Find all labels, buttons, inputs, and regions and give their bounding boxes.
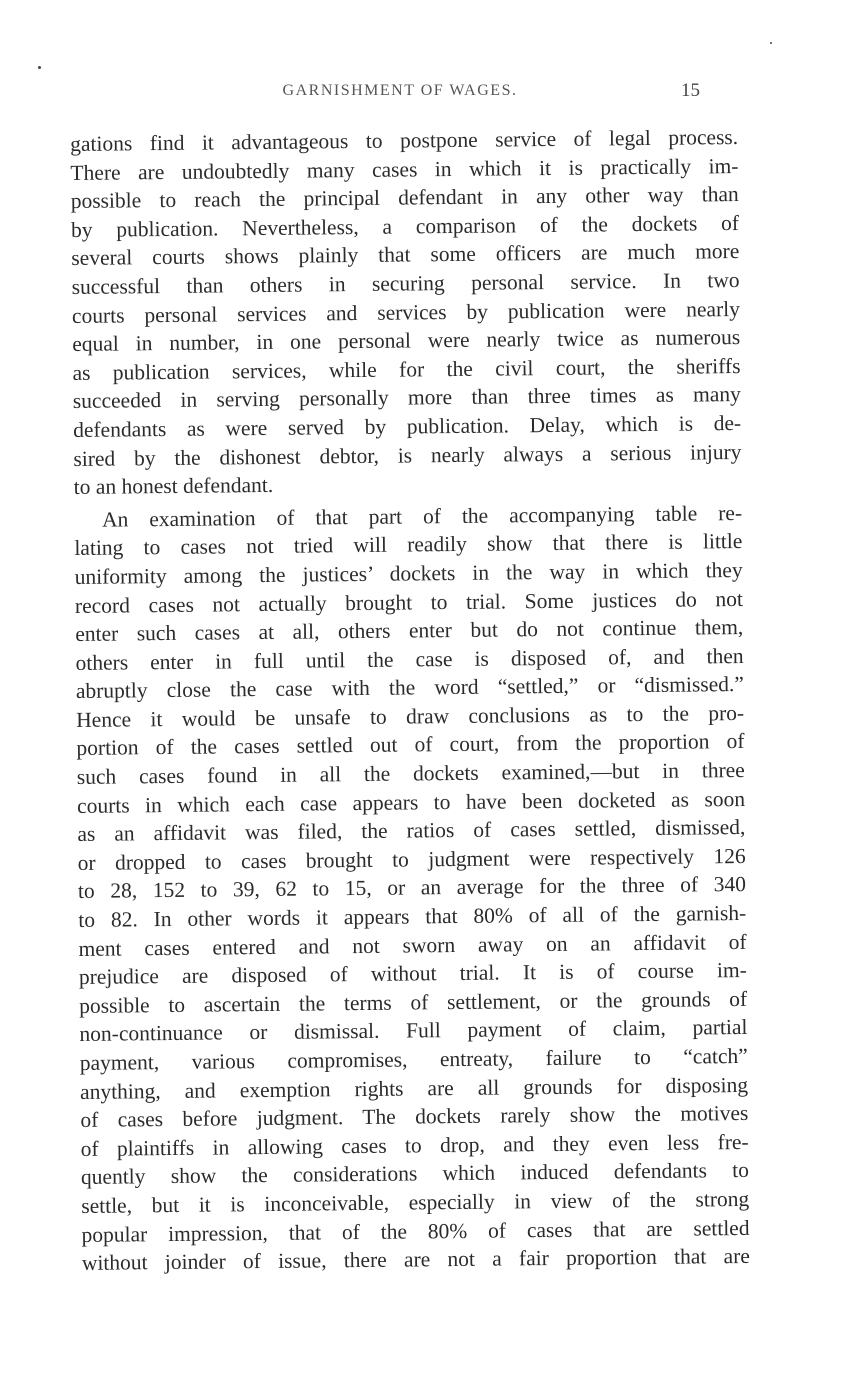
page-number: 15: [681, 80, 700, 101]
text-line: non-continuance or dismissal. Full payment of claim, partial: [79, 1015, 748, 1047]
text-line: to 28, 152 to 39, 62 to 15, or an average for the three of 340: [77, 872, 747, 904]
text-line: courts personal services and services by publication were nearly: [71, 296, 741, 328]
text-line: quently show the considerations which induced defendants to: [80, 1158, 750, 1190]
text-line: lating to cases not tried will readily show that there is little: [74, 529, 743, 561]
paragraph-2: [74, 499, 750, 1278]
text-line: abruptly close the case with the word “settled,” or “dismissed.”: [75, 672, 744, 704]
text-line: An examination of that part of the accompanying table re-: [101, 500, 743, 532]
text-line: payment, various compromises, entreaty, failure to “catch”: [79, 1043, 748, 1075]
text-line: anything, and exemption rights are all grounds for disposing: [79, 1072, 749, 1104]
text-line: such cases found in all the dockets examined,—but in three: [76, 758, 745, 790]
text-line: record cases not actually brought to trial. Some justices do not: [74, 586, 744, 618]
text-line: as an affidavit was filed, the ratios of cases settled, dismissed,: [77, 815, 746, 847]
text-line: possible to ascertain the terms of settlement, or the grounds of: [79, 986, 748, 1018]
text-line: possible to reach the principal defendant in any other way than: [70, 182, 739, 214]
text-line: as publication services, while for the civil court, the sheriffs: [72, 353, 741, 385]
text-line: uniformity among the justices’ dockets in the way in which they: [74, 557, 743, 589]
text-line: portion of the cases settled out of court, from the proportion of: [76, 729, 745, 761]
text-line: settle, but it is inconceivable, especially in view of the strong: [81, 1186, 750, 1218]
text-line: prejudice are disposed of without trial. It is of course im-: [78, 958, 747, 990]
text-line: courts in which each case appears to have been docketed as soon: [76, 786, 746, 818]
text-line: equal in number, in one personal were nearly twice as numerous: [72, 325, 741, 357]
text-line: popular impression, that of the 80% of cases that are settled: [81, 1215, 750, 1247]
body-text: [70, 123, 750, 1278]
text-line: defendants as were served by publication. Delay, which is de-: [73, 410, 742, 442]
paragraph-1: [70, 123, 742, 502]
text-line: enter such cases at all, others enter but do not continue them,: [75, 615, 744, 647]
page-header: [70, 80, 730, 110]
print-speck: [38, 66, 41, 69]
text-line: There are undoubtedly many cases in which it is practically im-: [70, 153, 739, 185]
text-line: others enter in full until the case is disposed of, and then: [75, 643, 744, 675]
text-line: to an honest defendant.: [73, 473, 274, 500]
text-line: sired by the dishonest debtor, is nearly always a serious injury: [73, 439, 742, 471]
text-line: or dropped to cases brought to judgment were respectively 126: [77, 843, 746, 875]
text-line: of cases before judgment. The dockets rarely show the motives: [80, 1101, 749, 1133]
text-line: succeeded in serving personally more than three times as many: [72, 382, 741, 414]
text-line: without joinder of issue, there are not a fair proportion that are: [81, 1244, 750, 1276]
text-line: Hence it would be unsafe to draw conclusions as to the pro-: [76, 700, 745, 732]
text-line: to 82. In other words it appears that 80% of all of the garnish-: [78, 900, 747, 932]
text-line: of plaintiffs in allowing cases to drop, and they even less fre-: [80, 1129, 749, 1161]
print-speck: [770, 42, 772, 44]
text-line: successful than others in securing personal service. In two: [71, 267, 740, 299]
running-head: GARNISHMENT OF WAGES.: [282, 82, 518, 99]
text-line: several courts shows plainly that some officers are much more: [71, 239, 740, 271]
text-line: ment cases entered and not sworn away on an affidavit of: [78, 929, 747, 961]
text-line: gations find it advantageous to postpone service of legal process.: [70, 125, 739, 156]
text-line: by publication. Nevertheless, a comparison of the dockets of: [70, 210, 740, 242]
